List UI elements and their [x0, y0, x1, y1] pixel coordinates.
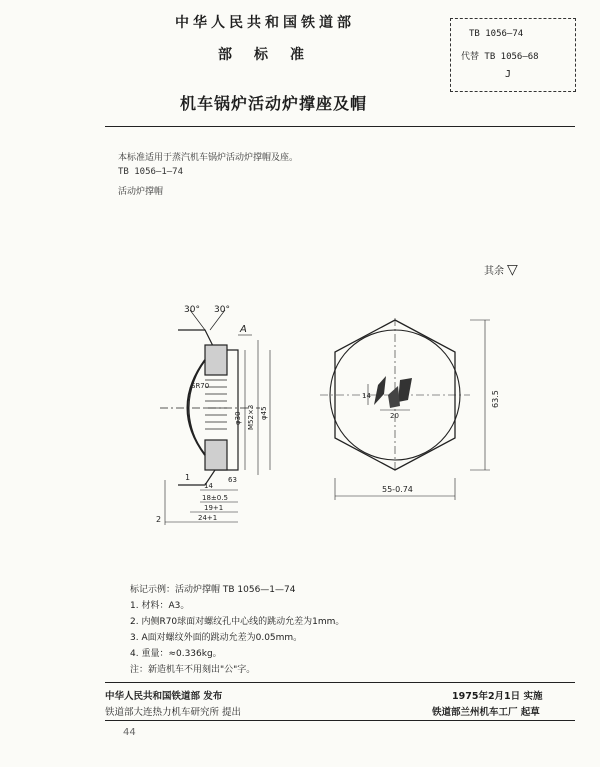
- header-rule: [105, 126, 575, 127]
- surface-finish-note: [484, 262, 518, 278]
- inner-diameter-label: φ30: [234, 411, 242, 425]
- issuing-organization: 中华人民共和国铁道部: [175, 15, 355, 31]
- note-item: 3. A面对螺纹外面的跳动允差为0.05mm。: [130, 633, 303, 643]
- scope-line-1: 本标准适用于蒸汽机车锅炉活动炉撑帽及座。: [118, 153, 299, 163]
- replaced-standard: 代替 TB 1056—68: [461, 52, 539, 62]
- marking-example: 标记示例：活动炉撑帽 TB 1056—1—74: [130, 585, 296, 595]
- datum-a-label: A: [240, 324, 247, 335]
- angle-left-label: 30°: [184, 305, 200, 315]
- standard-code-box: [450, 18, 576, 92]
- hex-width-label: 55-0.74: [382, 485, 413, 494]
- surface-finish-label: 其余: [484, 266, 504, 277]
- footer-rule-bottom: [105, 720, 575, 721]
- implementation-date: 1975年2月1日 实施: [452, 691, 543, 702]
- classification: J: [505, 69, 512, 80]
- dimension-19-label: 19+1: [204, 504, 224, 512]
- scope-line-2: TB 1056—1—74: [118, 167, 184, 177]
- outer-diameter-label: φ45: [260, 406, 268, 420]
- technical-drawing: [0, 290, 600, 525]
- footer-rule-top: [105, 682, 575, 683]
- scope-line-3: 活动炉撑帽: [118, 187, 164, 197]
- proposer: 铁道部大连热力机车研究所 提出: [105, 707, 242, 718]
- reference-2-label: 2: [156, 515, 162, 524]
- angle-right-label: 30°: [214, 305, 230, 315]
- dimension-14-label: 14: [204, 482, 213, 490]
- mark-width-label: 20: [390, 412, 399, 420]
- document-title: 机车锅炉活动炉撑座及帽: [180, 94, 368, 113]
- front-view: [320, 318, 490, 500]
- note-remark: 注：新造机车不用刻出"公"字。: [130, 665, 256, 675]
- reference-1-label: 1: [185, 473, 191, 482]
- thread-size-label: M52×3: [247, 404, 255, 430]
- mark-height-label: 14: [362, 392, 371, 400]
- standard-code: TB 1056—74: [469, 29, 524, 39]
- dimension-24-label: 24+1: [198, 514, 218, 522]
- note-item: 1. 材料：A3。: [130, 601, 190, 611]
- note-item: 4. 重量：≈0.336kg。: [130, 649, 222, 659]
- publisher: 中华人民共和国铁道部 发布: [105, 691, 223, 702]
- hex-height-label: 63.5: [491, 390, 500, 408]
- page-number: 44: [123, 727, 136, 738]
- sphere-radius-label: SR70: [191, 382, 210, 390]
- dimension-18-label: 18±0.5: [202, 494, 228, 502]
- notes-block: [130, 582, 344, 678]
- drafting-unit: 铁道部兰州机车工厂 起草: [432, 707, 540, 718]
- standard-type: 部标准: [218, 47, 326, 63]
- note-item: 2. 内侧R70球面对螺纹孔中心线的跳动允差为1mm。: [130, 617, 345, 627]
- surface-finish-icon: ▽: [507, 262, 518, 278]
- reference-63-label: 63: [228, 476, 237, 484]
